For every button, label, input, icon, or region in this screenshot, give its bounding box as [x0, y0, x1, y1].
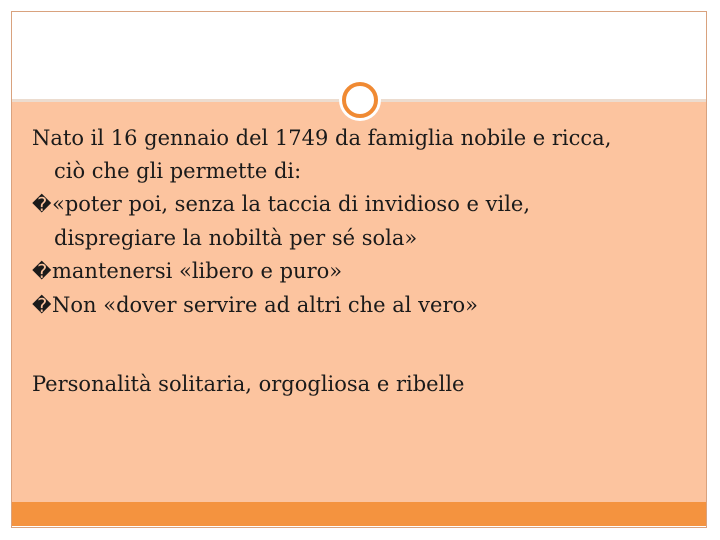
- missing-glyph-icon: �: [32, 295, 52, 317]
- bullet-1-line-2: dispregiare la nobiltà per sé sola»: [54, 226, 418, 250]
- intro-line-2: ciò che gli permette di:: [54, 159, 302, 183]
- slide-content: [32, 122, 692, 401]
- bullet-item-1: [32, 188, 692, 222]
- bullet-item-2: [32, 255, 692, 289]
- circle-ring-icon: [339, 79, 381, 121]
- bullet-1-line-1: «poter poi, senza la taccia di invidioso e vile,: [52, 192, 531, 216]
- spacer: [32, 323, 692, 368]
- ring-shape: [342, 82, 378, 118]
- bullet-3-text: Non «dover servire ad altri che al vero»: [52, 293, 478, 317]
- bullet-2-text: mantenersi «libero e puro»: [52, 259, 343, 283]
- footer-bar: [12, 502, 706, 526]
- closing-line: Personalità solitaria, orgogliosa e ribelle: [32, 372, 465, 396]
- missing-glyph-icon: �: [32, 261, 52, 283]
- intro-line-1: Nato il 16 gennaio del 1749 da famiglia nobile e ricca,: [32, 126, 612, 150]
- bullet-item-3: [32, 289, 692, 323]
- missing-glyph-icon: �: [32, 194, 52, 216]
